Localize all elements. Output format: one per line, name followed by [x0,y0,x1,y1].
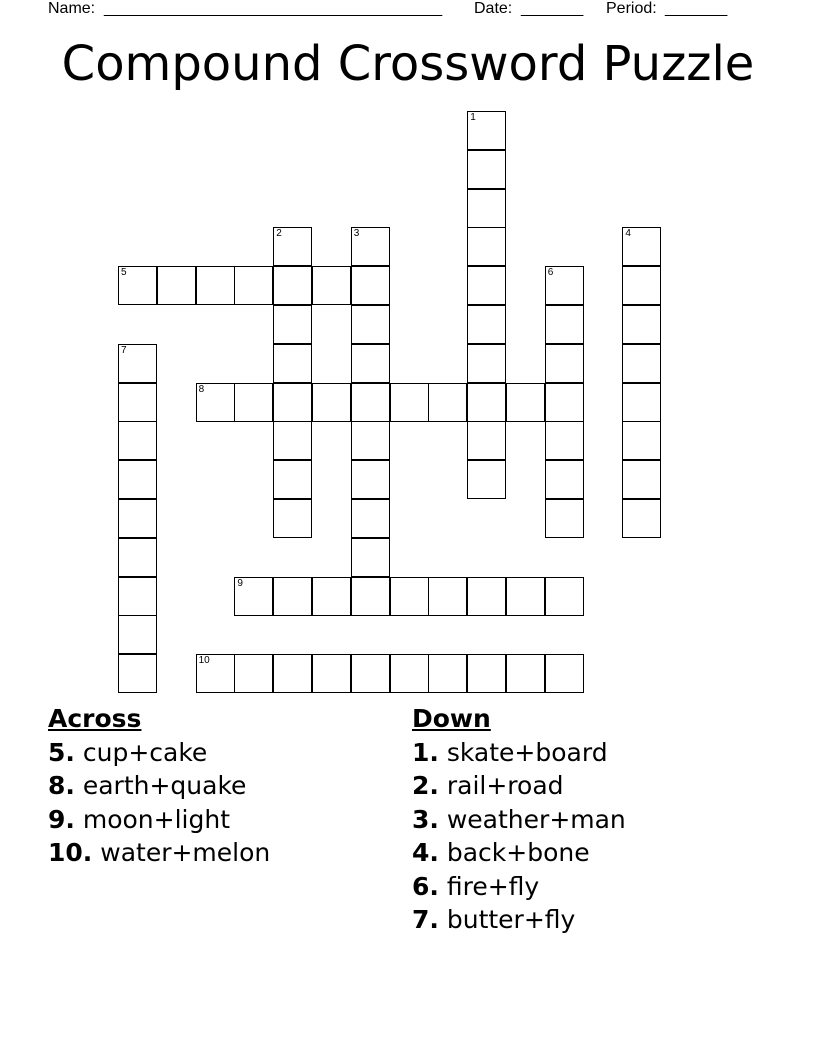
grid-cell[interactable] [273,577,312,616]
across-clue [48,736,270,770]
clue-number-label: 6 [547,267,554,279]
grid-cell[interactable] [118,654,157,693]
grid-cell[interactable] [351,654,390,693]
grid-cell[interactable] [545,499,584,538]
across-clues [48,702,270,870]
grid-cell[interactable] [428,383,467,422]
down-clue [412,870,626,904]
grid-cell[interactable] [234,577,273,616]
name-field[interactable]: ______________________________________ [104,0,443,17]
grid-cell[interactable] [545,460,584,499]
grid-cell[interactable] [234,266,273,305]
down-clue [412,769,626,803]
clue-number: 5. [48,737,75,767]
clue-text: weather+man [446,804,626,834]
grid-cell[interactable] [467,227,506,266]
grid-cell[interactable] [273,383,312,422]
grid-cell[interactable] [351,499,390,538]
grid-cell[interactable] [234,383,273,422]
down-clue [412,903,626,937]
across-clue [48,803,270,837]
grid-cell[interactable] [157,266,196,305]
grid-cell[interactable] [273,227,312,266]
grid-cell[interactable] [545,421,584,460]
grid-cell[interactable] [467,111,506,150]
grid-cell[interactable] [351,227,390,266]
across-clue [48,769,270,803]
across-heading: Across [48,704,142,733]
clue-number-label: 10 [198,655,210,667]
grid-cell[interactable] [545,654,584,693]
grid-cell[interactable] [622,266,661,305]
grid-cell[interactable] [351,421,390,460]
grid-cell[interactable] [467,189,506,228]
grid-cell[interactable] [273,654,312,693]
clue-number-label: 9 [237,577,243,589]
grid-cell[interactable] [428,577,467,616]
grid-cell[interactable] [196,266,235,305]
grid-cell[interactable] [118,460,157,499]
grid-cell[interactable] [273,266,312,305]
down-heading: Down [412,704,491,733]
clue-number-label: 7 [121,344,127,356]
clue-number-label: 5 [121,267,127,279]
clue-number-label: 3 [353,228,360,240]
grid-cell[interactable] [390,577,429,616]
grid-cell[interactable] [196,383,235,422]
grid-cell[interactable] [273,305,312,344]
grid-cell[interactable] [273,421,312,460]
grid-cell[interactable] [118,383,157,422]
grid-cell[interactable] [622,227,661,266]
clue-text: butter+fly [446,905,576,934]
grid-cell[interactable] [467,460,506,499]
grid-cell[interactable] [545,344,584,383]
grid-cell[interactable] [351,344,390,383]
clue-number: 3. [412,804,439,834]
clue-number: 2. [412,771,439,800]
down-clue [412,836,626,870]
clue-number: 10. [48,838,93,867]
clue-text: skate+board [446,737,608,767]
across-clue [48,836,270,870]
clue-number: 1. [412,737,439,767]
clue-number-label: 8 [198,383,205,395]
grid-cell[interactable] [545,383,584,422]
grid-cell[interactable] [467,654,506,693]
clue-text: water+melon [100,838,271,867]
grid-cell[interactable] [196,654,235,693]
grid-cell[interactable] [622,305,661,344]
down-clue [412,736,626,770]
clue-number: 4. [412,838,439,867]
grid-cell[interactable] [351,460,390,499]
grid-cell[interactable] [390,383,429,422]
grid-cell[interactable] [118,421,157,460]
grid-cell[interactable] [118,499,157,538]
name-label: Name: [48,0,96,17]
grid-cell[interactable] [312,383,351,422]
grid-cell[interactable] [545,305,584,344]
grid-cell[interactable] [622,460,661,499]
clue-text: back+bone [446,838,590,867]
grid-cell[interactable] [428,654,467,693]
grid-cell[interactable] [545,266,584,305]
grid-cell[interactable] [506,577,545,616]
grid-cell[interactable] [622,344,661,383]
grid-cell[interactable] [118,577,157,616]
down-clues [412,702,626,937]
grid-cell[interactable] [390,654,429,693]
clue-number: 7. [412,905,439,934]
clue-text: rail+road [446,771,564,800]
period-label: Period: [606,0,657,17]
grid-cell[interactable] [467,305,506,344]
grid-cell[interactable] [467,150,506,189]
grid-cell[interactable] [312,577,351,616]
grid-cell[interactable] [545,577,584,616]
grid-cell[interactable] [351,305,390,344]
grid-cell[interactable] [467,383,506,422]
grid-cell[interactable] [467,421,506,460]
grid-cell[interactable] [118,538,157,577]
clue-number-label: 4 [625,228,631,240]
grid-cell[interactable] [351,538,390,577]
grid-cell[interactable] [312,266,351,305]
grid-cell[interactable] [467,266,506,305]
clue-number: 6. [412,871,439,901]
clue-number: 9. [48,804,75,834]
clue-number-label: 1 [470,112,476,123]
clue-text: fire+fly [446,871,540,901]
date-field[interactable]: _______ [521,0,584,17]
grid-cell[interactable] [351,266,390,305]
clue-text: earth+quake [82,771,247,800]
grid-cell[interactable] [622,421,661,460]
clue-number: 8. [48,771,75,800]
grid-cell[interactable] [273,499,312,538]
grid-cell[interactable] [273,460,312,499]
grid-cell[interactable] [351,577,390,616]
grid-cell[interactable] [506,654,545,693]
grid-cell[interactable] [273,344,312,383]
grid-cell[interactable] [118,344,157,383]
clue-number-label: 2 [276,228,282,240]
clue-text: cup+cake [82,737,208,767]
grid-cell[interactable] [312,654,351,693]
grid-cell[interactable] [622,383,661,422]
period-field[interactable]: _______ [665,0,728,17]
page-title: Compound Crossword Puzzle [61,36,755,92]
grid-cell[interactable] [118,266,157,305]
date-label: Date: [474,0,513,17]
grid-cell[interactable] [622,499,661,538]
grid-cell[interactable] [234,654,273,693]
grid-cell[interactable] [467,577,506,616]
grid-cell[interactable] [351,383,390,422]
clue-text: moon+light [82,804,231,834]
grid-cell[interactable] [506,383,545,422]
grid-cell[interactable] [118,615,157,654]
down-clue [412,803,626,837]
grid-cell[interactable] [467,344,506,383]
